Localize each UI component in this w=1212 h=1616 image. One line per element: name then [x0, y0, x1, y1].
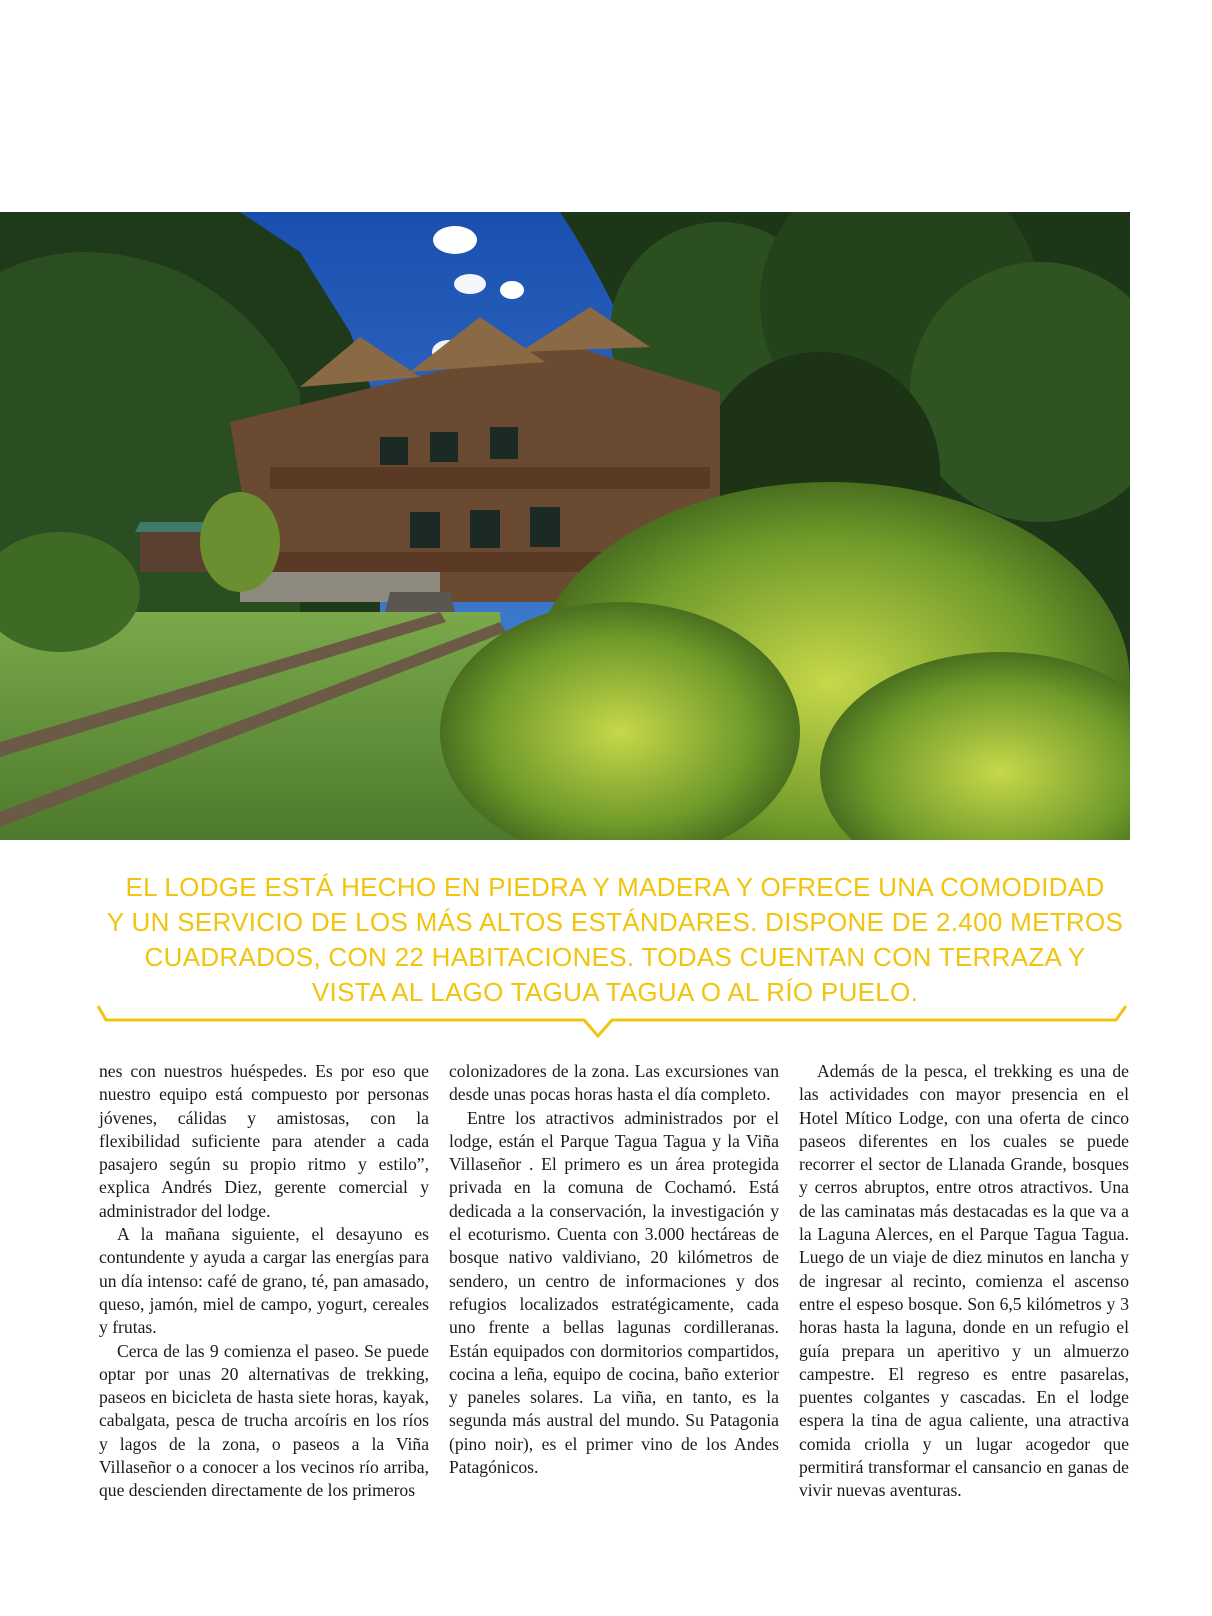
pull-quote-line: CUADRADOS, CON 22 HABITACIONES. TODAS CUENTAN CON TERRAZA Y [144, 942, 1086, 972]
pull-quote [100, 870, 1130, 1010]
text-column-3 [799, 1060, 1129, 1503]
text-column-1 [99, 1060, 429, 1503]
lodge-photo-illustration [0, 212, 1130, 840]
paragraph: A la mañana siguiente, el desayuno es contundente y ayuda a cargar las energías para un día intenso: café de grano, té, pan amasado, queso, jamón, miel de campo, yogurt, cereales y frutas. [99, 1224, 429, 1338]
paragraph: nes con nuestros huéspedes. Es por eso que nuestro equipo está compuesto por personas jóvenes, cálidas y amistosas, con la flexibilidad suficiente para atender a cada pasajero según su propio ritmo y estilo”, explica Andrés Diez, gerente comercial y administrador del lodge. [99, 1061, 429, 1221]
text-column-2 [449, 1060, 779, 1479]
paragraph: Entre los atractivos administrados por el lodge, están el Parque Tagua Tagua y la Viña Villaseñor . El primero es un área protegida privada en la comuna de Cochamó. Está dedicada a la conservación, la investigación y el ecoturismo. Cuenta con 3.000 hectáreas de bosque nativo valdiviano, 20 kilómetros de sendero, un centro de informaciones y dos refugios localizados estratégicamente, cada uno frente a bellas lagunas cordilleranas. Están equipados con dormitorios compartidos, cocina a leña, equipo de cocina, baño exterior y paneles solares. La viña, en tanto, es la segunda más austral del mundo. Su Patagonia (pino noir), es el primer vino de los Andes Patagónicos. [449, 1107, 779, 1478]
paragraph: colonizadores de la zona. Las excursiones van desde unas pocas horas hasta el día completo. [449, 1061, 779, 1105]
paragraph: Cerca de las 9 comienza el paseo. Se puede optar por unas 20 alternativas de trekking, paseos en bicicleta de hasta siete horas, kayak, cabalgata, pesca de trucha arcoíris en los ríos y lagos de la zona, o paseos a la Viña Villaseñor o a conocer a los vecinos río arriba, que descienden directamente de los primeros [99, 1340, 429, 1501]
pull-quote-line: Y UN SERVICIO DE LOS MÁS ALTOS ESTÁNDARES. DISPONE DE 2.400 METROS [106, 907, 1124, 937]
paragraph: Además de la pesca, el trekking es una de las actividades con mayor presencia en el Hotel Mítico Lodge, con una oferta de cinco paseos diferentes en los cuales se puede recorrer el sector de Llanada Grande, bosques y cerros abruptos, entre otros atractivos. Una de las caminatas más destacadas es la que va a la Laguna Alerces, en el Parque Tagua Tagua. Luego de un viaje de diez minutos en lancha y de ingresar al recinto, comienza el ascenso entre el espeso bosque. Son 6,5 kilómetros y 3 horas hasta la laguna, donde en un refugio el guía prepara un aperitivo y un almuerzo campestre. El regreso es entre pasarelas, puentes colgantes y cascadas. En el lodge espera la tina de agua caliente, una atractiva comida criolla y un lugar acogedor que permitirá transformar el cansancio en ganas de vivir nuevas aventuras. [799, 1061, 1129, 1501]
lodge-photo [0, 212, 1130, 840]
chevron-divider [96, 1004, 1130, 1046]
pull-quote-line: EL LODGE ESTÁ HECHO EN PIEDRA Y MADERA Y OFRECE UNA COMODIDAD [125, 872, 1105, 902]
pull-quote-line: VISTA AL LAGO TAGUA TAGUA O AL RÍO PUELO. [311, 977, 919, 1007]
